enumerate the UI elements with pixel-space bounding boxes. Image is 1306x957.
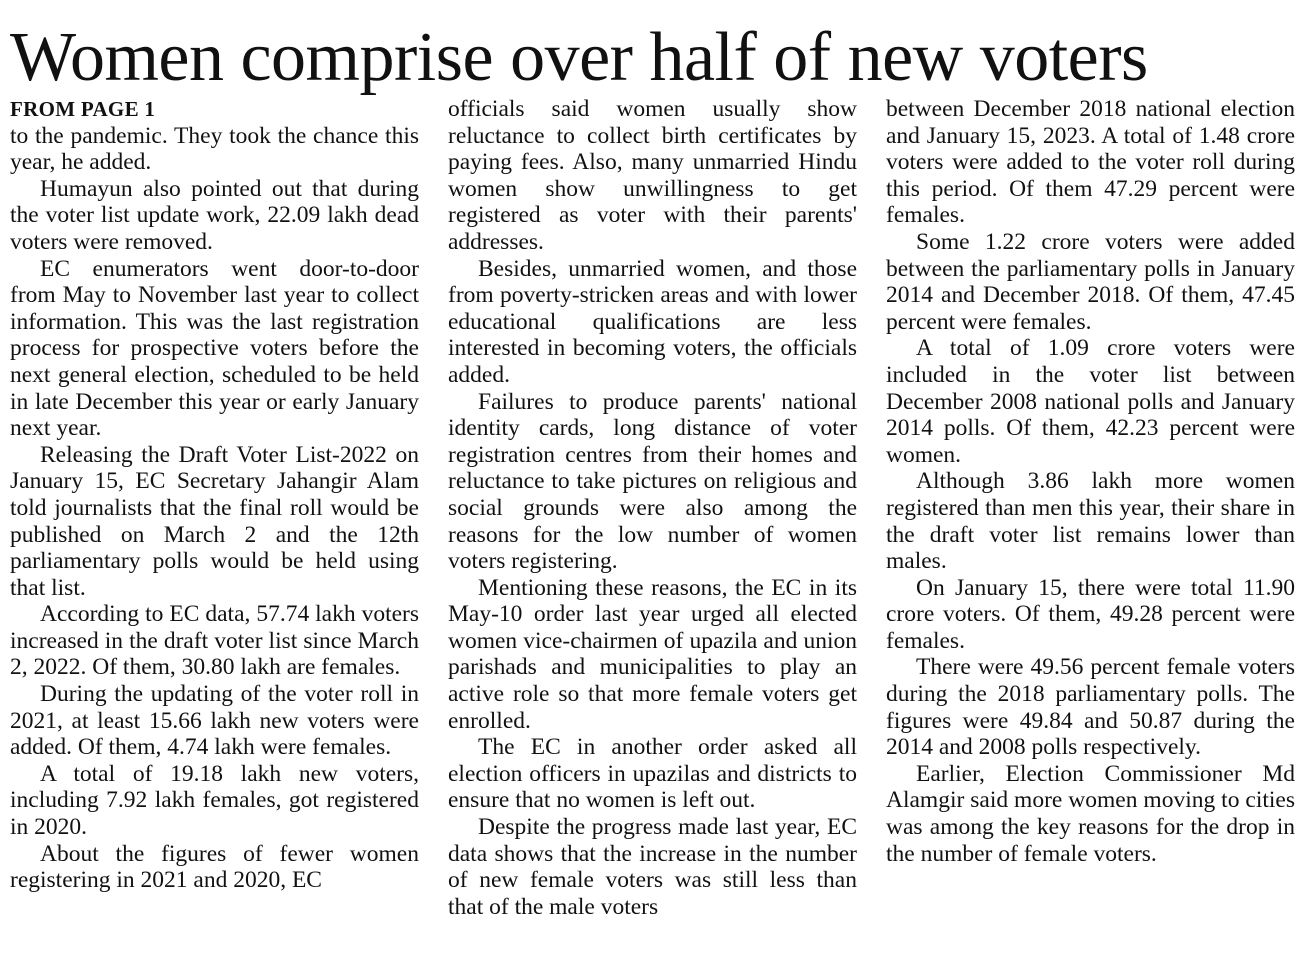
paragraph: officials said women usually show reluctance to collect birth certificates by paying fees. Also, many unmarried Hindu women show unwillingness to get registered as voter with their parents' addresses. (448, 96, 857, 255)
kicker-from-page-1: FROM PAGE 1 (10, 97, 156, 121)
paragraph: Besides, unmarried women, and those from poverty-stricken areas and with lower educational qualifications are less interested in becoming voters, the officials added. (448, 255, 857, 388)
paragraph: to the pandemic. They took the chance this year, he added. (10, 122, 419, 176)
paragraph: Some 1.22 crore voters were added between the parliamentary polls in January 2014 and December 2018. Of them, 47.45 percent were females. (886, 228, 1295, 335)
paragraph: Humayun also pointed out that during the voter list update work, 22.09 lakh dead voters were removed. (10, 175, 419, 255)
paragraph: During the updating of the voter roll in 2021, at least 15.66 lakh new voters were added. Of them, 4.74 lakh were females. (10, 681, 419, 761)
paragraph: On January 15, there were total 11.90 crore voters. Of them, 49.28 percent were females. (886, 574, 1295, 654)
headline: Women comprise over half of new voters (10, 19, 1148, 96)
paragraph: Mentioning these reasons, the EC in its May-10 order last year urged all elected women vice-chairmen of upazila and union parishads and municipalities to play an active role so that more female voters get enrolled. (448, 574, 857, 734)
column-1 (10, 96, 419, 946)
paragraph: EC enumerators went door-to-door from May to November last year to collect information. This was the last registration process for prospective voters before the next general election, scheduled to be held in late December this year or early January next year. (10, 255, 419, 442)
column-2 (448, 96, 857, 946)
column-3 (886, 96, 1295, 946)
paragraph: A total of 1.09 crore voters were included in the voter list between December 2008 national polls and January 2014 polls. Of them, 42.23 percent were women. (886, 335, 1295, 468)
paragraph: According to EC data, 57.74 lakh voters increased in the draft voter list since March 2, 2022. Of them, 30.80 lakh are females. (10, 601, 419, 681)
paragraph: About the figures of fewer women registering in 2021 and 2020, EC (10, 840, 419, 894)
paragraph: The EC in another order asked all election officers in upazilas and districts to ensure that no women is left out. (448, 734, 857, 814)
paragraph: A total of 19.18 lakh new voters, including 7.92 lakh females, got registered in 2020. (10, 760, 419, 841)
paragraph: There were 49.56 percent female voters during the 2018 parliamentary polls. The figures were 49.84 and 50.87 during the 2014 and 2008 polls respectively. (886, 654, 1295, 761)
paragraph: Releasing the Draft Voter List-2022 on January 15, EC Secretary Jahangir Alam told journalists that the final roll would be published on March 2 and the 12th parliamentary polls would be held using that list. (10, 441, 419, 601)
paragraph: Despite the progress made last year, EC data shows that the increase in the number of new female voters was still less than that of the male voters (448, 814, 857, 920)
paragraph: Failures to produce parents' national identity cards, long distance of voter registration centres from their homes and reluctance to take pictures on religious and social grounds were also among the reasons for the low number of women voters registering. (448, 388, 857, 575)
paragraph: Earlier, Election Commissioner Md Alamgir said more women moving to cities was among the key reasons for the drop in the number of female voters. (886, 760, 1295, 867)
paragraph: between December 2018 national election and January 15, 2023. A total of 1.48 crore voters were added to the voter roll during this period. Of them 47.29 percent were females. (886, 96, 1295, 229)
paragraph: Although 3.86 lakh more women registered than men this year, their share in the draft voter list remains lower than males. (886, 468, 1295, 575)
